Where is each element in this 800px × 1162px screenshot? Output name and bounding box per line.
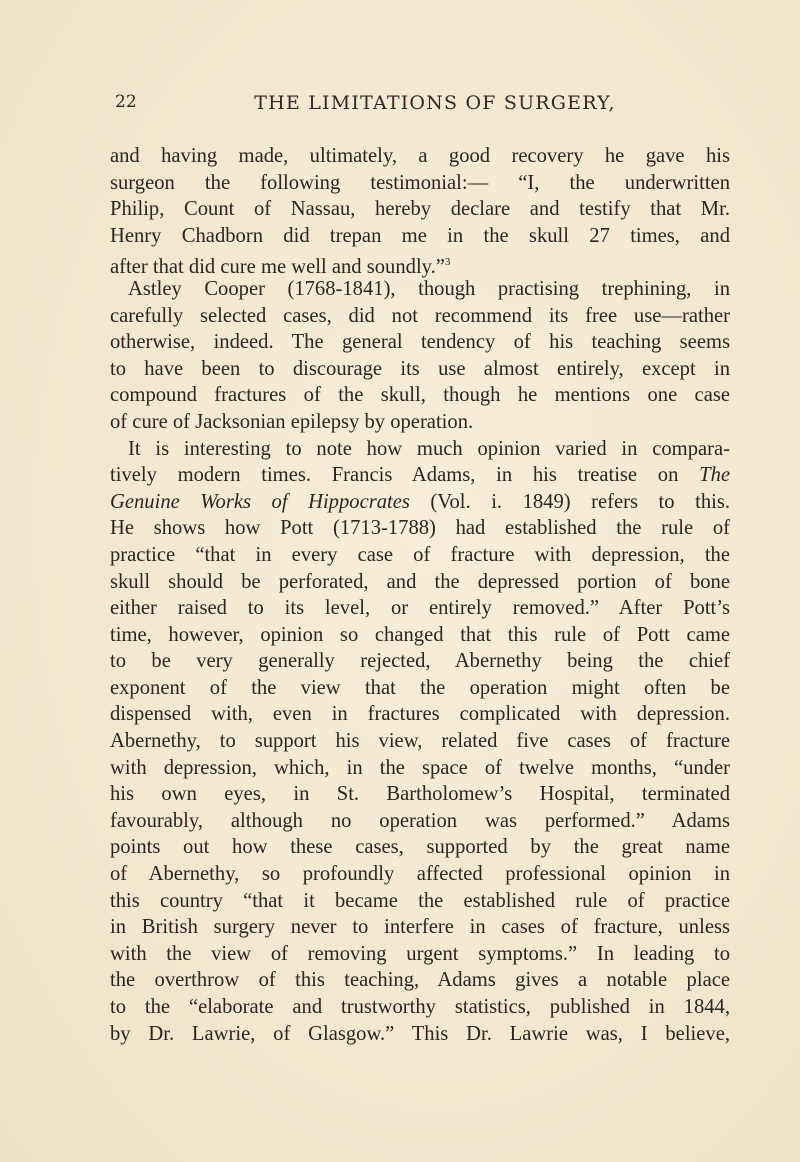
text-line: by Dr. Lawrie, of Glasgow.” This Dr. Lawrie was, I believe, [110, 1022, 730, 1045]
running-head [110, 92, 730, 122]
text-line: practice “that in every case of fracture with depression, the [110, 543, 730, 566]
text-span: (Vol. i. 1849) refers to this. [409, 490, 730, 513]
text-line: and having made, ultimately, a good recovery he gave his [110, 145, 730, 167]
text-line: with the view of removing urgent symptoms.” In leading to [110, 942, 730, 965]
text-line: points out how these cases, supported by the great name [110, 836, 730, 859]
text-line: skull should be perforated, and the depressed portion of bone [110, 570, 730, 593]
running-title: THE LIMITATIONS OF SURGERY, [254, 92, 616, 114]
text-line [110, 249, 730, 279]
text-line: time, however, opinion so changed that this rule of Pott came [110, 623, 730, 646]
text-span: after that did cure me well and soundly.” [110, 256, 445, 279]
text-line: otherwise, indeed. The general tendency of his teaching seems [110, 331, 730, 354]
text-line: Abernethy, to support his view, related five cases of fracture [110, 730, 730, 753]
text-line: with depression, which, in the space of twelve months, “under [110, 756, 730, 779]
text-line: of Abernethy, so profoundly affected professional opinion in [110, 863, 730, 886]
text-line: He shows how Pott (1713-1788) had established the rule of [110, 517, 730, 540]
footnote-marker: 3 [444, 256, 451, 269]
text-line: Astley Cooper (1768-1841), though practising trephining, in [128, 277, 730, 300]
text-line: either raised to its level, or entirely removed.” After Pott’s [110, 597, 730, 620]
italic-title: Genuine Works of Hippocrates [110, 490, 410, 513]
text-line: this country “that it became the established rule of practice [110, 889, 730, 912]
text-line: Henry Chadborn did trepan me in the skull 27 times, and [110, 224, 730, 247]
text-line: favourably, although no operation was performed.” Adams [110, 809, 730, 832]
text-line: the overthrow of this teaching, Adams gives a notable place [110, 969, 730, 992]
text-line: dispensed with, even in fractures complicated with depression. [110, 703, 730, 726]
text-line: in British surgery never to interfere in cases of fracture, unless [110, 916, 730, 939]
text-line: carefully selected cases, did not recommend its free use—rather [110, 304, 730, 327]
text-line: of cure of Jacksonian epilepsy by operation. [110, 410, 474, 433]
text-line [110, 462, 730, 489]
page-number: 22 [115, 92, 137, 112]
body-text [110, 143, 730, 1047]
text-line: to the “elaborate and trustworthy statistics, published in 1844, [110, 996, 730, 1018]
italic-span: The [699, 464, 730, 487]
text-line: surgeon the following testimonial:— “I, the underwritten [110, 171, 730, 194]
text-line: to be very generally rejected, Abernethy being the chief [110, 650, 730, 673]
text-span: tively modern times. Francis Adams, in his treatise on [110, 464, 700, 487]
text-line: Philip, Count of Nassau, hereby declare and testify that Mr. [110, 198, 730, 221]
text-line: to have been to discourage its use almost entirely, except in [110, 357, 730, 380]
text-line: exponent of the view that the operation might often be [110, 676, 730, 699]
text-line: his own eyes, in St. Bartholomew’s Hospital, terminated [110, 783, 730, 806]
text-line: compound fractures of the skull, though he mentions one case [110, 384, 730, 407]
text-line [110, 489, 730, 516]
text-line: It is interesting to note how much opinion varied in compara- [128, 437, 730, 460]
